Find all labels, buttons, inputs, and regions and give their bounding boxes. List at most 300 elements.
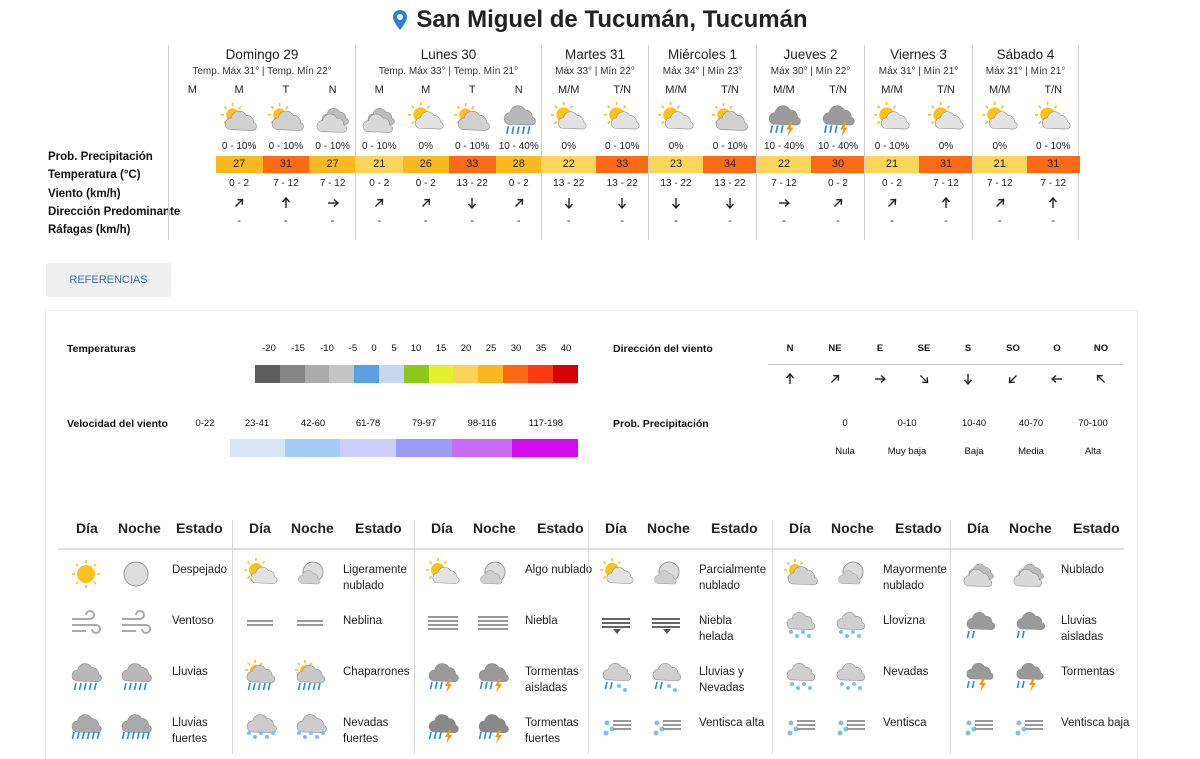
temp-swatch: [329, 365, 354, 383]
header-day: Día: [605, 520, 627, 536]
mist-icon: [243, 609, 279, 641]
slot-label: T/N: [613, 84, 632, 96]
wind-direction-arrow-icon: [778, 197, 790, 209]
precip-prob: 0%: [938, 141, 954, 152]
temp-swatch: [429, 365, 454, 383]
references-button[interactable]: REFERENCIAS: [46, 263, 171, 297]
day-minmax: Máx 33° | Mín 22°: [555, 66, 635, 77]
slot-label: M/M: [989, 84, 1011, 96]
wind-speed: 0 - 2: [229, 178, 250, 189]
heavy-snow-icon: [243, 711, 279, 743]
state-name: Lluvias fuertes: [172, 717, 208, 745]
state-name: Ventisca alta: [699, 717, 765, 729]
wind-direction-arrow-icon: [940, 197, 952, 209]
temp-tick: 0: [371, 343, 377, 354]
direction-arrow-icon: [1095, 373, 1107, 385]
wind-direction-arrow-icon: [420, 197, 432, 209]
slot-label: M/M: [773, 84, 795, 96]
header-state: Estado: [711, 520, 758, 536]
time-slot: [919, 45, 973, 240]
precip-prob: 10 - 40%: [763, 141, 805, 152]
state-name: Tormentas: [1061, 666, 1115, 678]
sun-cloud-icon: [656, 102, 696, 136]
wind-speed: 13 - 22: [660, 178, 692, 189]
state-name: Nevadas fuertes: [343, 717, 389, 745]
wind-tick: 61-78: [355, 418, 381, 429]
temperature-cell: 30: [811, 156, 865, 173]
day-column: [168, 45, 355, 240]
gusts: -: [330, 215, 335, 227]
day-column: [648, 45, 756, 240]
header-day: Día: [967, 520, 989, 536]
temp-swatch: [379, 365, 404, 383]
day-name: Miércoles 1: [667, 47, 738, 62]
snow-icon: [833, 660, 869, 692]
wind-speed: 0 - 2: [508, 178, 529, 189]
state-name: Lluvias: [172, 666, 208, 678]
precip-prob: 0 - 10%: [1036, 141, 1071, 152]
temperature-cell: 31: [263, 156, 310, 173]
wind-swatch: [396, 439, 452, 457]
wind-icon: [118, 609, 154, 641]
wind-direction-arrow-icon: [466, 197, 478, 209]
header-night: Noche: [291, 520, 334, 536]
direction-label: NE: [828, 343, 842, 354]
temp-tick: 35: [535, 343, 547, 354]
precip-prob: 0 - 10%: [712, 141, 748, 152]
sun-cloud-icon: [425, 558, 461, 590]
day-minmax: Máx 34° | Mín 23°: [662, 66, 743, 77]
cloudy-icon: [313, 102, 353, 136]
header-state: Estado: [537, 520, 584, 536]
wind-speed: 0 - 2: [369, 178, 390, 189]
wind-direction-title: Dirección del viento: [613, 343, 713, 355]
header-night: Noche: [831, 520, 874, 536]
state-name: Ventisca baja: [1061, 717, 1130, 729]
location-name: San Miguel de Tucumán, Tucumán: [416, 6, 808, 33]
gusts: -: [284, 215, 288, 227]
moon-cloud-icon: [833, 558, 869, 590]
temperature-cell: 28: [496, 156, 543, 173]
partly-cloudy-icon: [710, 102, 750, 136]
temp-tick: -5: [348, 343, 358, 354]
wind-speed: 7 - 12: [771, 178, 797, 189]
prob-range: 0-10: [897, 418, 917, 429]
time-slot: [596, 45, 650, 240]
showers-icon: [293, 660, 329, 692]
temp-swatch: [528, 365, 553, 383]
blizzard-icon: [833, 711, 869, 743]
precip-prob-title: Prob. Precipitación: [613, 418, 709, 430]
header-state: Estado: [895, 520, 942, 536]
state-group: [414, 520, 593, 754]
state-name: Lluvias y Nevadas: [699, 666, 745, 694]
day-minmax: Máx 30° | Mín 22°: [770, 66, 851, 77]
precip-prob: 0 - 10%: [455, 141, 490, 152]
slot-label: T/N: [1044, 84, 1063, 96]
temp-swatch: [354, 365, 379, 383]
temp-swatch: [478, 365, 503, 383]
state-name: Ligeramente nublado: [343, 564, 407, 592]
gusts: -: [516, 215, 521, 227]
thunderstorm-icon: [1011, 660, 1047, 692]
wind-speed-title: Velocidad del viento: [67, 418, 168, 430]
time-slot: [403, 45, 450, 240]
wind-swatch: [512, 439, 578, 457]
storm-icon: [475, 660, 511, 692]
wind-speed: 7 - 12: [986, 178, 1013, 189]
temp-swatch: [255, 365, 280, 383]
snow-icon: [783, 660, 819, 692]
state-name: Niebla helada: [699, 615, 734, 643]
slot-label: M: [234, 84, 244, 96]
blizzard-icon: [649, 711, 685, 743]
temperature-cell: 21: [865, 156, 919, 173]
header-night: Noche: [473, 520, 516, 536]
temp-swatch: [404, 365, 429, 383]
temperature-cell: 22: [757, 156, 811, 173]
gusts: -: [997, 215, 1002, 227]
header-state: Estado: [1073, 520, 1120, 536]
direction-arrow-icon: [1051, 373, 1063, 385]
heavy-snow-icon: [293, 711, 329, 743]
temp-tick: -10: [320, 343, 334, 354]
wind-direction-arrow-icon: [513, 197, 525, 209]
wind-direction-arrow-icon: [327, 197, 339, 209]
drizzle-icon: [833, 609, 869, 641]
sleet-icon: [649, 660, 685, 692]
state-name: Niebla: [525, 615, 558, 627]
temp-tick: 40: [560, 343, 572, 354]
wind-icon: [68, 609, 104, 641]
direction-label: SO: [1006, 343, 1020, 354]
row-labels: [48, 148, 180, 239]
moon-cloud-icon: [649, 558, 685, 590]
day-minmax: Temp. Máx 31° | Temp. Mín 22°: [192, 66, 332, 77]
wind-swatch: [285, 439, 340, 457]
sun-cloud-icon: [872, 102, 912, 136]
time-slot: [496, 45, 543, 240]
direction-label: E: [876, 343, 884, 354]
precip-prob: 0%: [992, 141, 1007, 152]
sun-cloud-icon: [549, 102, 589, 136]
wind-tick: 42-60: [300, 418, 326, 429]
temp-tick: 25: [485, 343, 497, 354]
wind-swatch: [452, 439, 512, 457]
gusts: -: [728, 215, 732, 227]
day-column: [541, 45, 648, 240]
wind-speed: 13 - 22: [456, 178, 488, 189]
wind-direction-arrow-icon: [1047, 197, 1059, 209]
partly-cloudy-icon: [219, 102, 259, 136]
time-slot: [449, 45, 496, 240]
prob-name: Muy baja: [887, 446, 927, 457]
direction-arrow-icon: [874, 373, 886, 385]
temperature-cell: 23: [649, 156, 703, 173]
precip-prob: 10 - 40%: [498, 141, 539, 152]
temp-tick: -20: [262, 343, 276, 354]
isolated-rain-icon: [1011, 609, 1047, 641]
temperature-cell: 21: [973, 156, 1027, 173]
header-state: Estado: [176, 520, 223, 536]
gusts: -: [782, 215, 786, 227]
sun-cloud-icon: [980, 102, 1020, 136]
state-name: Nevadas: [883, 666, 929, 678]
slot-label: M: [374, 84, 384, 96]
rain-icon: [499, 102, 539, 136]
day-column: [355, 45, 541, 240]
slot-label: T/N: [829, 84, 847, 96]
partly-cloudy-icon: [266, 102, 306, 136]
precip-prob: 0 - 10%: [315, 141, 350, 152]
time-slot: [542, 45, 596, 240]
gusts: -: [890, 215, 894, 227]
precip-prob: 0 - 10%: [362, 141, 397, 152]
moon-icon: [118, 558, 154, 590]
wind-tick: 117-198: [528, 418, 564, 429]
direction-arrow-icon: [1007, 373, 1019, 385]
time-slot: [649, 45, 703, 240]
prob-name: Baja: [964, 446, 984, 457]
sun-cloud-icon: [406, 102, 446, 136]
prob-range: 10-40: [961, 418, 987, 429]
prob-range: 40-70: [1018, 418, 1044, 429]
header-night: Noche: [1009, 520, 1052, 536]
day-name: Martes 31: [564, 47, 626, 62]
wind-direction-arrow-icon: [616, 197, 628, 209]
temp-swatch: [280, 365, 305, 383]
direction-label: N: [786, 343, 794, 354]
time-slot: [703, 45, 757, 240]
gusts: -: [620, 215, 625, 227]
day-name: Sábado 4: [996, 47, 1055, 62]
temperature-cell: 34: [703, 156, 757, 173]
sun-cloud-icon: [1033, 102, 1073, 136]
wind-speed: 7 - 12: [273, 178, 299, 189]
wind-direction-arrow-icon: [670, 197, 682, 209]
state-name: Tormentas fuertes: [525, 717, 579, 745]
day-name: Viernes 3: [890, 47, 947, 62]
slot-label: M/M: [881, 84, 903, 96]
heavy-rain-icon: [118, 711, 154, 743]
slot-label: M/M: [665, 84, 687, 96]
temp-tick: -15: [291, 343, 305, 354]
wind-direction-arrow-icon: [832, 197, 844, 209]
rain-icon: [68, 660, 104, 692]
temperature-cell: 31: [919, 156, 973, 173]
row-label-direction: Dirección Predominante: [48, 205, 181, 218]
gusts: -: [944, 215, 948, 227]
state-group: [588, 520, 772, 754]
header-night: Noche: [647, 520, 690, 536]
direction-arrow-icon: [962, 373, 974, 385]
gusts: -: [237, 215, 241, 227]
state-group: [950, 520, 1130, 754]
wind-direction-arrow-icon: [563, 197, 575, 209]
thunderstorm-icon: [961, 660, 997, 692]
wind-speed: 13 - 22: [606, 178, 638, 189]
storm-icon: [764, 102, 804, 136]
direction-arrow-icon: [829, 373, 841, 385]
sun-cloud-icon: [926, 102, 966, 136]
gusts: -: [836, 215, 840, 227]
precip-prob: 0 - 10%: [605, 141, 640, 152]
row-label-prob: Prob. Precipitación: [48, 151, 153, 163]
direction-arrow-icon: [918, 373, 930, 385]
wind-speed: 13 - 22: [553, 178, 585, 189]
temperature-cell: 33: [449, 156, 496, 173]
slot-label: N: [514, 84, 523, 96]
sun-icon: [68, 558, 104, 590]
wind-direction-arrow-icon: [280, 197, 292, 209]
day-minmax: Máx 31° | Mín 21°: [985, 66, 1066, 77]
partly-cloudy-icon: [783, 558, 819, 590]
time-slot: [865, 45, 919, 240]
direction-label: SE: [917, 343, 931, 354]
precip-prob: 0 - 10%: [268, 141, 304, 152]
state-name: Llovizna: [883, 615, 926, 627]
wind-direction-arrow-icon: [994, 197, 1006, 209]
direction-divider: [768, 364, 1123, 365]
showers-icon: [243, 660, 279, 692]
heavy-storm-icon: [475, 711, 511, 743]
time-slot: [973, 45, 1027, 240]
wind-direction-arrow-icon: [724, 197, 736, 209]
state-name: Parcialmente nublado: [699, 564, 767, 592]
direction-label: NO: [1093, 343, 1109, 354]
temp-swatch: [553, 365, 578, 383]
precip-prob: 0%: [418, 141, 433, 152]
slot-label: T: [468, 84, 476, 96]
time-slot: [1027, 45, 1081, 240]
heavy-storm-icon: [425, 711, 461, 743]
blizzard-icon: [961, 711, 997, 743]
temperature-cell: 27: [216, 156, 263, 173]
wind-direction-arrow-icon: [233, 197, 245, 209]
moon-cloud-icon: [475, 558, 511, 590]
gusts: -: [377, 215, 382, 227]
wind-swatch: [340, 439, 396, 457]
precip-prob: 0%: [668, 141, 684, 152]
wind-tick: 98-116: [467, 418, 497, 429]
wind-speed: 7 - 12: [1040, 178, 1067, 189]
cloudy-icon: [1011, 558, 1047, 590]
gusts: -: [470, 215, 475, 227]
time-slot: [263, 45, 310, 240]
day-name: Lunes 30: [420, 47, 477, 62]
day-name: Domingo 29: [225, 47, 299, 62]
gusts: -: [1051, 215, 1056, 227]
wind-speed: 13 - 22: [714, 178, 746, 189]
state-name: Mayormente nublado: [883, 564, 947, 592]
slot-label: N: [328, 84, 337, 96]
header-night: Noche: [118, 520, 161, 536]
header-day: Día: [431, 520, 453, 536]
prob-name: Alta: [1084, 446, 1102, 457]
wind-speed: 7 - 12: [319, 178, 346, 189]
partly-cloudy-icon: [452, 102, 492, 136]
temperatures-title: Temperaturas: [67, 343, 136, 355]
direction-label: S: [964, 343, 972, 354]
rain-icon: [118, 660, 154, 692]
wind-direction-arrow-icon: [886, 197, 898, 209]
time-slot: [169, 45, 216, 240]
direction-arrow-icon: [784, 373, 796, 385]
sun-cloud-icon: [599, 558, 635, 590]
fog-icon: [425, 609, 461, 641]
state-name: Lluvias aisladas: [1061, 615, 1104, 643]
header-state: Estado: [355, 520, 402, 536]
heavy-rain-icon: [68, 711, 104, 743]
temp-tick: 10: [410, 343, 422, 354]
day-column: [972, 45, 1079, 240]
blizzard-icon: [783, 711, 819, 743]
header-day: Día: [789, 520, 811, 536]
state-name: Chaparrones: [343, 666, 410, 678]
gusts: -: [674, 215, 678, 227]
slot-label: M/M: [558, 84, 580, 96]
state-name: Algo nublado: [525, 564, 593, 576]
state-name: Ventisca: [883, 717, 927, 729]
sun-cloud-icon: [602, 102, 642, 136]
state-name: Tormentas aisladas: [525, 666, 579, 694]
moon-cloud-icon: [293, 558, 329, 590]
gusts: -: [423, 215, 428, 227]
day-column: [864, 45, 972, 240]
state-name: Nublado: [1061, 564, 1104, 576]
precip-prob: 0 - 10%: [874, 141, 910, 152]
row-label-wind: Viento (km/h): [48, 187, 121, 200]
day-minmax: Temp. Máx 33° | Temp. Mín 21°: [378, 66, 519, 77]
time-slot: [757, 45, 811, 240]
frozen-fog-icon: [599, 609, 635, 641]
wind-tick: 23-41: [244, 418, 270, 429]
time-slot: [309, 45, 356, 240]
storm-icon: [425, 660, 461, 692]
wind-speed: 0 - 2: [881, 178, 902, 189]
temp-tick: 5: [391, 343, 397, 354]
wind-speed: 0 - 2: [415, 178, 436, 189]
isolated-rain-icon: [961, 609, 997, 641]
state-name: Ventoso: [172, 615, 214, 627]
temperature-cell: 26: [403, 156, 450, 173]
blizzard-icon: [599, 711, 635, 743]
blizzard-icon: [1011, 711, 1047, 743]
state-name: Despejado: [172, 564, 227, 576]
slot-label: T/N: [721, 84, 739, 96]
gusts: -: [566, 215, 571, 227]
wind-tick: 0-22: [195, 418, 215, 429]
state-group: [232, 520, 414, 754]
temperature-cell: 31: [1027, 156, 1081, 173]
prob-range: 70-100: [1078, 418, 1108, 429]
prob-name: Media: [1018, 446, 1044, 457]
location-title: [0, 6, 1200, 34]
sleet-icon: [599, 660, 635, 692]
temperature-cell: 21: [356, 156, 403, 173]
storm-icon: [818, 102, 858, 136]
temp-swatch: [453, 365, 478, 383]
precip-prob: 0 - 10%: [221, 141, 257, 152]
slot-label: M: [421, 84, 431, 96]
header-day: Día: [249, 520, 271, 536]
time-slot: [811, 45, 865, 240]
row-label-temp: Temperatura (°C): [48, 169, 141, 182]
wind-speed: 7 - 12: [933, 178, 959, 189]
prob-name: Nula: [835, 446, 855, 457]
wind-speed: 0 - 2: [827, 178, 848, 189]
cloudy-icon: [961, 558, 997, 590]
